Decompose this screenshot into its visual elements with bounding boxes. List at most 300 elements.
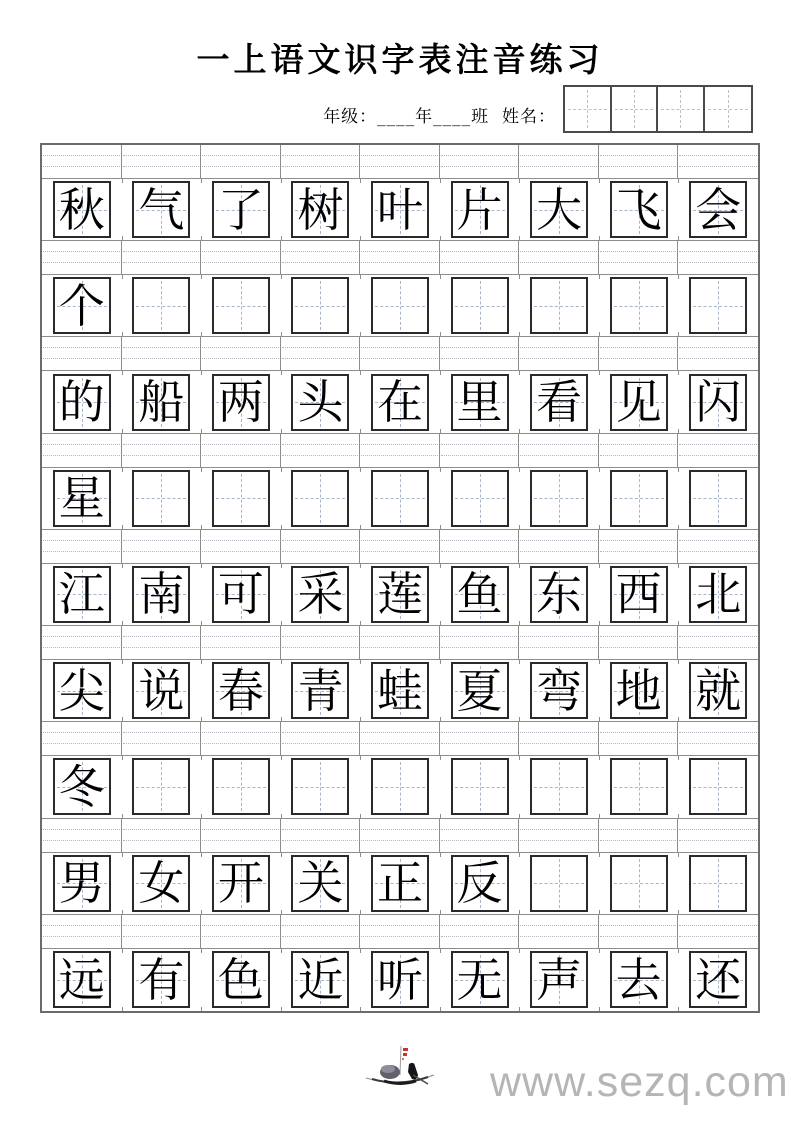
tianzige-box: [132, 181, 190, 238]
pinyin-cell: [678, 915, 758, 948]
tianzige-box: [132, 662, 190, 719]
hanzi-character: 飞: [615, 182, 662, 237]
character-cell: [281, 468, 361, 529]
tianzige-box: [53, 951, 111, 1008]
tianzige-box: [689, 277, 747, 334]
hanzi-character: [453, 760, 507, 813]
character-cell: [519, 275, 599, 336]
hanzi-character: 大: [536, 182, 583, 237]
row-pair: [42, 530, 758, 626]
pinyin-cell: [122, 722, 202, 755]
pinyin-cell: [599, 722, 679, 755]
character-row: [42, 564, 758, 626]
tianzige-box: [212, 758, 270, 815]
character-cell: [360, 564, 440, 625]
character-row: [42, 949, 758, 1011]
hanzi-character: 采: [297, 567, 344, 622]
character-cell: [440, 853, 520, 914]
character-cell: [360, 371, 440, 432]
tianzige-box: [689, 566, 747, 623]
tianzige-box: [371, 374, 429, 431]
pinyin-cell: [201, 337, 281, 370]
tianzige-box: [530, 374, 588, 431]
tianzige-box: [689, 855, 747, 912]
tianzige-box: [291, 951, 349, 1008]
hanzi-character: 树: [297, 182, 344, 237]
pinyin-cell: [42, 530, 122, 563]
tianzige-box: [53, 181, 111, 238]
hanzi-character: 江: [58, 567, 105, 622]
pinyin-cell: [599, 434, 679, 467]
hanzi-character: 气: [138, 182, 185, 237]
character-cell: [201, 564, 281, 625]
pinyin-cell: [122, 626, 202, 659]
hanzi-character: [293, 760, 347, 813]
hanzi-character: 地: [615, 663, 662, 718]
pinyin-cell: [599, 819, 679, 852]
hanzi-character: [532, 760, 586, 813]
character-cell: [122, 468, 202, 529]
page-title: 一上语文识字表注音练习: [196, 40, 604, 79]
pinyin-cell: [122, 819, 202, 852]
tianzige-box: [212, 662, 270, 719]
pinyin-cell: [360, 145, 440, 178]
tianzige-box: [530, 470, 588, 527]
character-cell: [440, 660, 520, 721]
hanzi-character: 里: [456, 375, 503, 430]
hanzi-character: 有: [138, 952, 185, 1007]
hanzi-character: 去: [615, 952, 662, 1007]
character-cell: [440, 564, 520, 625]
tianzige-box: [132, 758, 190, 815]
character-cell: [281, 949, 361, 1011]
character-row: [42, 660, 758, 722]
row-pair: [42, 626, 758, 722]
pinyin-write-row: [42, 241, 758, 275]
pinyin-cell: [281, 819, 361, 852]
pinyin-cell: [281, 241, 361, 274]
pinyin-cell: [519, 819, 599, 852]
hanzi-character: [214, 760, 268, 813]
pinyin-cell: [281, 530, 361, 563]
tianzige-box: [53, 662, 111, 719]
pinyin-cell: [281, 337, 361, 370]
character-cell: [42, 756, 122, 817]
tianzige-box: [371, 855, 429, 912]
pinyin-cell: [599, 337, 679, 370]
pinyin-write-row: [42, 434, 758, 468]
hanzi-character: [612, 760, 666, 813]
pinyin-write-row: [42, 722, 758, 756]
tianzige-box: [451, 470, 509, 527]
pinyin-cell: [519, 626, 599, 659]
character-cell: [360, 756, 440, 817]
tianzige-box: [610, 566, 668, 623]
hanzi-character: 色: [217, 952, 264, 1007]
hanzi-character: 北: [695, 567, 742, 622]
tianzige-box: [530, 566, 588, 623]
character-cell: [281, 756, 361, 817]
row-pair: [42, 915, 758, 1011]
character-cell: [42, 275, 122, 336]
tianzige-box: [53, 374, 111, 431]
character-cell: [519, 564, 599, 625]
tianzige-box: [291, 277, 349, 334]
pinyin-write-row: [42, 145, 758, 179]
character-cell: [599, 468, 679, 529]
tianzige-box: [610, 470, 668, 527]
tianzige-box: [451, 277, 509, 334]
tianzige-box: [291, 662, 349, 719]
tianzige-box: [53, 855, 111, 912]
pinyin-cell: [440, 434, 520, 467]
character-cell: [678, 756, 758, 817]
character-cell: [678, 853, 758, 914]
hanzi-character: 在: [376, 375, 423, 430]
hanzi-character: 说: [138, 663, 185, 718]
character-cell: [519, 660, 599, 721]
tianzige-box: [212, 951, 270, 1008]
pinyin-cell: [519, 722, 599, 755]
pinyin-cell: [201, 241, 281, 274]
hanzi-character: 远: [58, 952, 105, 1007]
pinyin-cell: [360, 530, 440, 563]
character-cell: [281, 371, 361, 432]
character-cell: [360, 660, 440, 721]
character-cell: [599, 179, 679, 240]
hanzi-character: [293, 472, 347, 525]
character-cell: [360, 179, 440, 240]
character-cell: [42, 853, 122, 914]
tianzige-box: [530, 277, 588, 334]
tianzige-box: [371, 181, 429, 238]
tianzige-box: [371, 758, 429, 815]
pinyin-cell: [678, 819, 758, 852]
character-cell: [440, 949, 520, 1011]
tianzige-box: [689, 374, 747, 431]
pinyin-cell: [519, 241, 599, 274]
hanzi-character: [691, 279, 745, 332]
name-grid-cell: [612, 87, 659, 131]
hanzi-character: 还: [695, 952, 742, 1007]
pinyin-cell: [201, 722, 281, 755]
character-cell: [519, 468, 599, 529]
character-row: [42, 756, 758, 818]
character-cell: [201, 179, 281, 240]
tianzige-box: [610, 662, 668, 719]
pinyin-cell: [201, 819, 281, 852]
tianzige-box: [451, 758, 509, 815]
pinyin-cell: [599, 530, 679, 563]
hanzi-character: [214, 279, 268, 332]
tianzige-box: [451, 951, 509, 1008]
character-cell: [42, 371, 122, 432]
hanzi-character: 东: [536, 567, 583, 622]
character-cell: [201, 756, 281, 817]
pinyin-cell: [281, 915, 361, 948]
character-cell: [42, 660, 122, 721]
character-cell: [201, 371, 281, 432]
tianzige-box: [610, 181, 668, 238]
pinyin-cell: [440, 241, 520, 274]
pinyin-cell: [281, 722, 361, 755]
pinyin-cell: [519, 337, 599, 370]
hanzi-character: 片: [456, 182, 503, 237]
pinyin-cell: [360, 819, 440, 852]
tianzige-box: [53, 277, 111, 334]
pinyin-cell: [201, 915, 281, 948]
hanzi-character: 可: [217, 567, 264, 622]
tianzige-box: [689, 758, 747, 815]
hanzi-character: 声: [536, 952, 583, 1007]
hanzi-character: 见: [615, 375, 662, 430]
character-cell: [42, 179, 122, 240]
tianzige-box: [530, 758, 588, 815]
character-cell: [122, 371, 202, 432]
character-cell: [519, 949, 599, 1011]
hanzi-character: [532, 857, 586, 910]
character-cell: [678, 371, 758, 432]
tianzige-box: [689, 662, 747, 719]
character-cell: [281, 275, 361, 336]
tianzige-box: [132, 855, 190, 912]
pinyin-cell: [440, 145, 520, 178]
hanzi-character: 看: [536, 375, 583, 430]
character-cell: [678, 468, 758, 529]
tianzige-box: [291, 470, 349, 527]
tianzige-box: [53, 758, 111, 815]
pinyin-cell: [122, 915, 202, 948]
pinyin-cell: [42, 241, 122, 274]
tianzige-box: [212, 277, 270, 334]
hanzi-character: [612, 472, 666, 525]
character-cell: [281, 660, 361, 721]
hanzi-character: 船: [138, 375, 185, 430]
character-cell: [519, 371, 599, 432]
character-row: [42, 179, 758, 241]
pinyin-cell: [440, 626, 520, 659]
character-cell: [122, 949, 202, 1011]
pinyin-cell: [440, 337, 520, 370]
pinyin-cell: [360, 241, 440, 274]
character-cell: [440, 179, 520, 240]
hanzi-character: [453, 279, 507, 332]
hanzi-character: [373, 760, 427, 813]
pinyin-cell: [360, 915, 440, 948]
hanzi-character: 头: [297, 375, 344, 430]
hanzi-character: 闪: [695, 375, 742, 430]
character-cell: [678, 660, 758, 721]
character-row: [42, 371, 758, 433]
hanzi-character: 无: [456, 952, 503, 1007]
pinyin-cell: [519, 915, 599, 948]
pinyin-cell: [201, 530, 281, 563]
pinyin-cell: [678, 337, 758, 370]
pinyin-cell: [122, 530, 202, 563]
pinyin-cell: [678, 722, 758, 755]
hanzi-character: 秋: [58, 182, 105, 237]
hanzi-character: [612, 279, 666, 332]
character-cell: [678, 179, 758, 240]
character-cell: [519, 179, 599, 240]
hanzi-character: 尖: [58, 663, 105, 718]
character-cell: [519, 756, 599, 817]
tianzige-box: [371, 470, 429, 527]
tianzige-box: [530, 951, 588, 1008]
character-cell: [440, 756, 520, 817]
tianzige-box: [371, 277, 429, 334]
hanzi-character: [453, 472, 507, 525]
row-pair: [42, 145, 758, 241]
character-cell: [122, 660, 202, 721]
hanzi-character: 就: [695, 663, 742, 718]
ink-boat-logo: [364, 1042, 436, 1094]
tianzige-box: [530, 855, 588, 912]
pinyin-cell: [42, 915, 122, 948]
character-cell: [599, 949, 679, 1011]
character-cell: [519, 853, 599, 914]
hanzi-character: [373, 472, 427, 525]
hanzi-character: [691, 472, 745, 525]
pinyin-cell: [519, 145, 599, 178]
tianzige-box: [371, 566, 429, 623]
pinyin-cell: [440, 722, 520, 755]
hanzi-character: 西: [615, 567, 662, 622]
character-row: [42, 275, 758, 337]
hanzi-character: 个: [58, 278, 105, 333]
hanzi-character: [532, 472, 586, 525]
name-grid-cell: [565, 87, 612, 131]
character-row: [42, 468, 758, 530]
character-cell: [440, 275, 520, 336]
name-grid-cell: [705, 87, 752, 131]
tianzige-box: [530, 662, 588, 719]
character-cell: [122, 179, 202, 240]
tianzige-box: [610, 758, 668, 815]
hanzi-character: [134, 760, 188, 813]
character-cell: [281, 179, 361, 240]
hanzi-character: 莲: [376, 567, 423, 622]
tianzige-box: [132, 951, 190, 1008]
hanzi-character: [293, 279, 347, 332]
pinyin-write-row: [42, 530, 758, 564]
tianzige-box: [291, 855, 349, 912]
pinyin-cell: [281, 434, 361, 467]
tianzige-box: [291, 181, 349, 238]
hanzi-character: 两: [217, 375, 264, 430]
hanzi-character: 反: [456, 856, 503, 911]
pinyin-cell: [360, 722, 440, 755]
practice-grid: [40, 143, 760, 1013]
hanzi-character: 男: [58, 856, 105, 911]
tianzige-box: [451, 662, 509, 719]
character-cell: [599, 756, 679, 817]
character-cell: [678, 275, 758, 336]
pinyin-cell: [440, 819, 520, 852]
character-cell: [599, 564, 679, 625]
character-cell: [599, 853, 679, 914]
character-cell: [281, 853, 361, 914]
pinyin-cell: [440, 530, 520, 563]
pinyin-cell: [122, 434, 202, 467]
hanzi-character: 的: [58, 375, 105, 430]
pinyin-cell: [519, 434, 599, 467]
tianzige-box: [291, 374, 349, 431]
character-cell: [122, 564, 202, 625]
pinyin-write-row: [42, 915, 758, 949]
hanzi-character: 听: [376, 952, 423, 1007]
pinyin-cell: [201, 434, 281, 467]
row-pair: [42, 241, 758, 337]
hanzi-character: 弯: [536, 663, 583, 718]
character-cell: [281, 564, 361, 625]
red-flag-mark: [403, 1048, 408, 1051]
student-info-label: 年级：____年____班 姓名：: [323, 107, 556, 127]
character-cell: [122, 275, 202, 336]
tianzige-box: [291, 566, 349, 623]
character-row: [42, 853, 758, 915]
character-cell: [440, 371, 520, 432]
hanzi-character: 关: [297, 856, 344, 911]
character-cell: [201, 468, 281, 529]
name-grid: [563, 85, 753, 133]
pinyin-cell: [42, 819, 122, 852]
hanzi-character: 夏: [456, 663, 503, 718]
character-cell: [360, 949, 440, 1011]
pinyin-write-row: [42, 819, 758, 853]
pinyin-cell: [42, 145, 122, 178]
tianzige-box: [610, 374, 668, 431]
pinyin-cell: [122, 145, 202, 178]
character-cell: [201, 275, 281, 336]
row-pair: [42, 434, 758, 530]
tianzige-box: [610, 855, 668, 912]
hanzi-character: [532, 279, 586, 332]
character-cell: [42, 564, 122, 625]
pinyin-cell: [440, 915, 520, 948]
pinyin-cell: [678, 241, 758, 274]
hanzi-character: 青: [297, 663, 344, 718]
character-cell: [360, 275, 440, 336]
hanzi-character: [214, 472, 268, 525]
character-cell: [599, 660, 679, 721]
tianzige-box: [689, 951, 747, 1008]
hanzi-character: [612, 857, 666, 910]
character-cell: [42, 949, 122, 1011]
hanzi-character: 开: [217, 856, 264, 911]
character-cell: [440, 468, 520, 529]
pinyin-cell: [122, 241, 202, 274]
hanzi-character: 了: [217, 182, 264, 237]
hanzi-character: 冬: [58, 759, 105, 814]
hanzi-character: 南: [138, 567, 185, 622]
tianzige-box: [132, 566, 190, 623]
tianzige-box: [291, 758, 349, 815]
hanzi-character: [134, 472, 188, 525]
pinyin-cell: [360, 434, 440, 467]
hanzi-character: 叶: [376, 182, 423, 237]
tianzige-box: [610, 951, 668, 1008]
tianzige-box: [212, 181, 270, 238]
character-cell: [122, 756, 202, 817]
pinyin-cell: [599, 915, 679, 948]
hanzi-character: 星: [58, 471, 105, 526]
pinyin-write-row: [42, 337, 758, 371]
character-cell: [42, 468, 122, 529]
tianzige-box: [212, 470, 270, 527]
tianzige-box: [451, 566, 509, 623]
pinyin-cell: [42, 337, 122, 370]
